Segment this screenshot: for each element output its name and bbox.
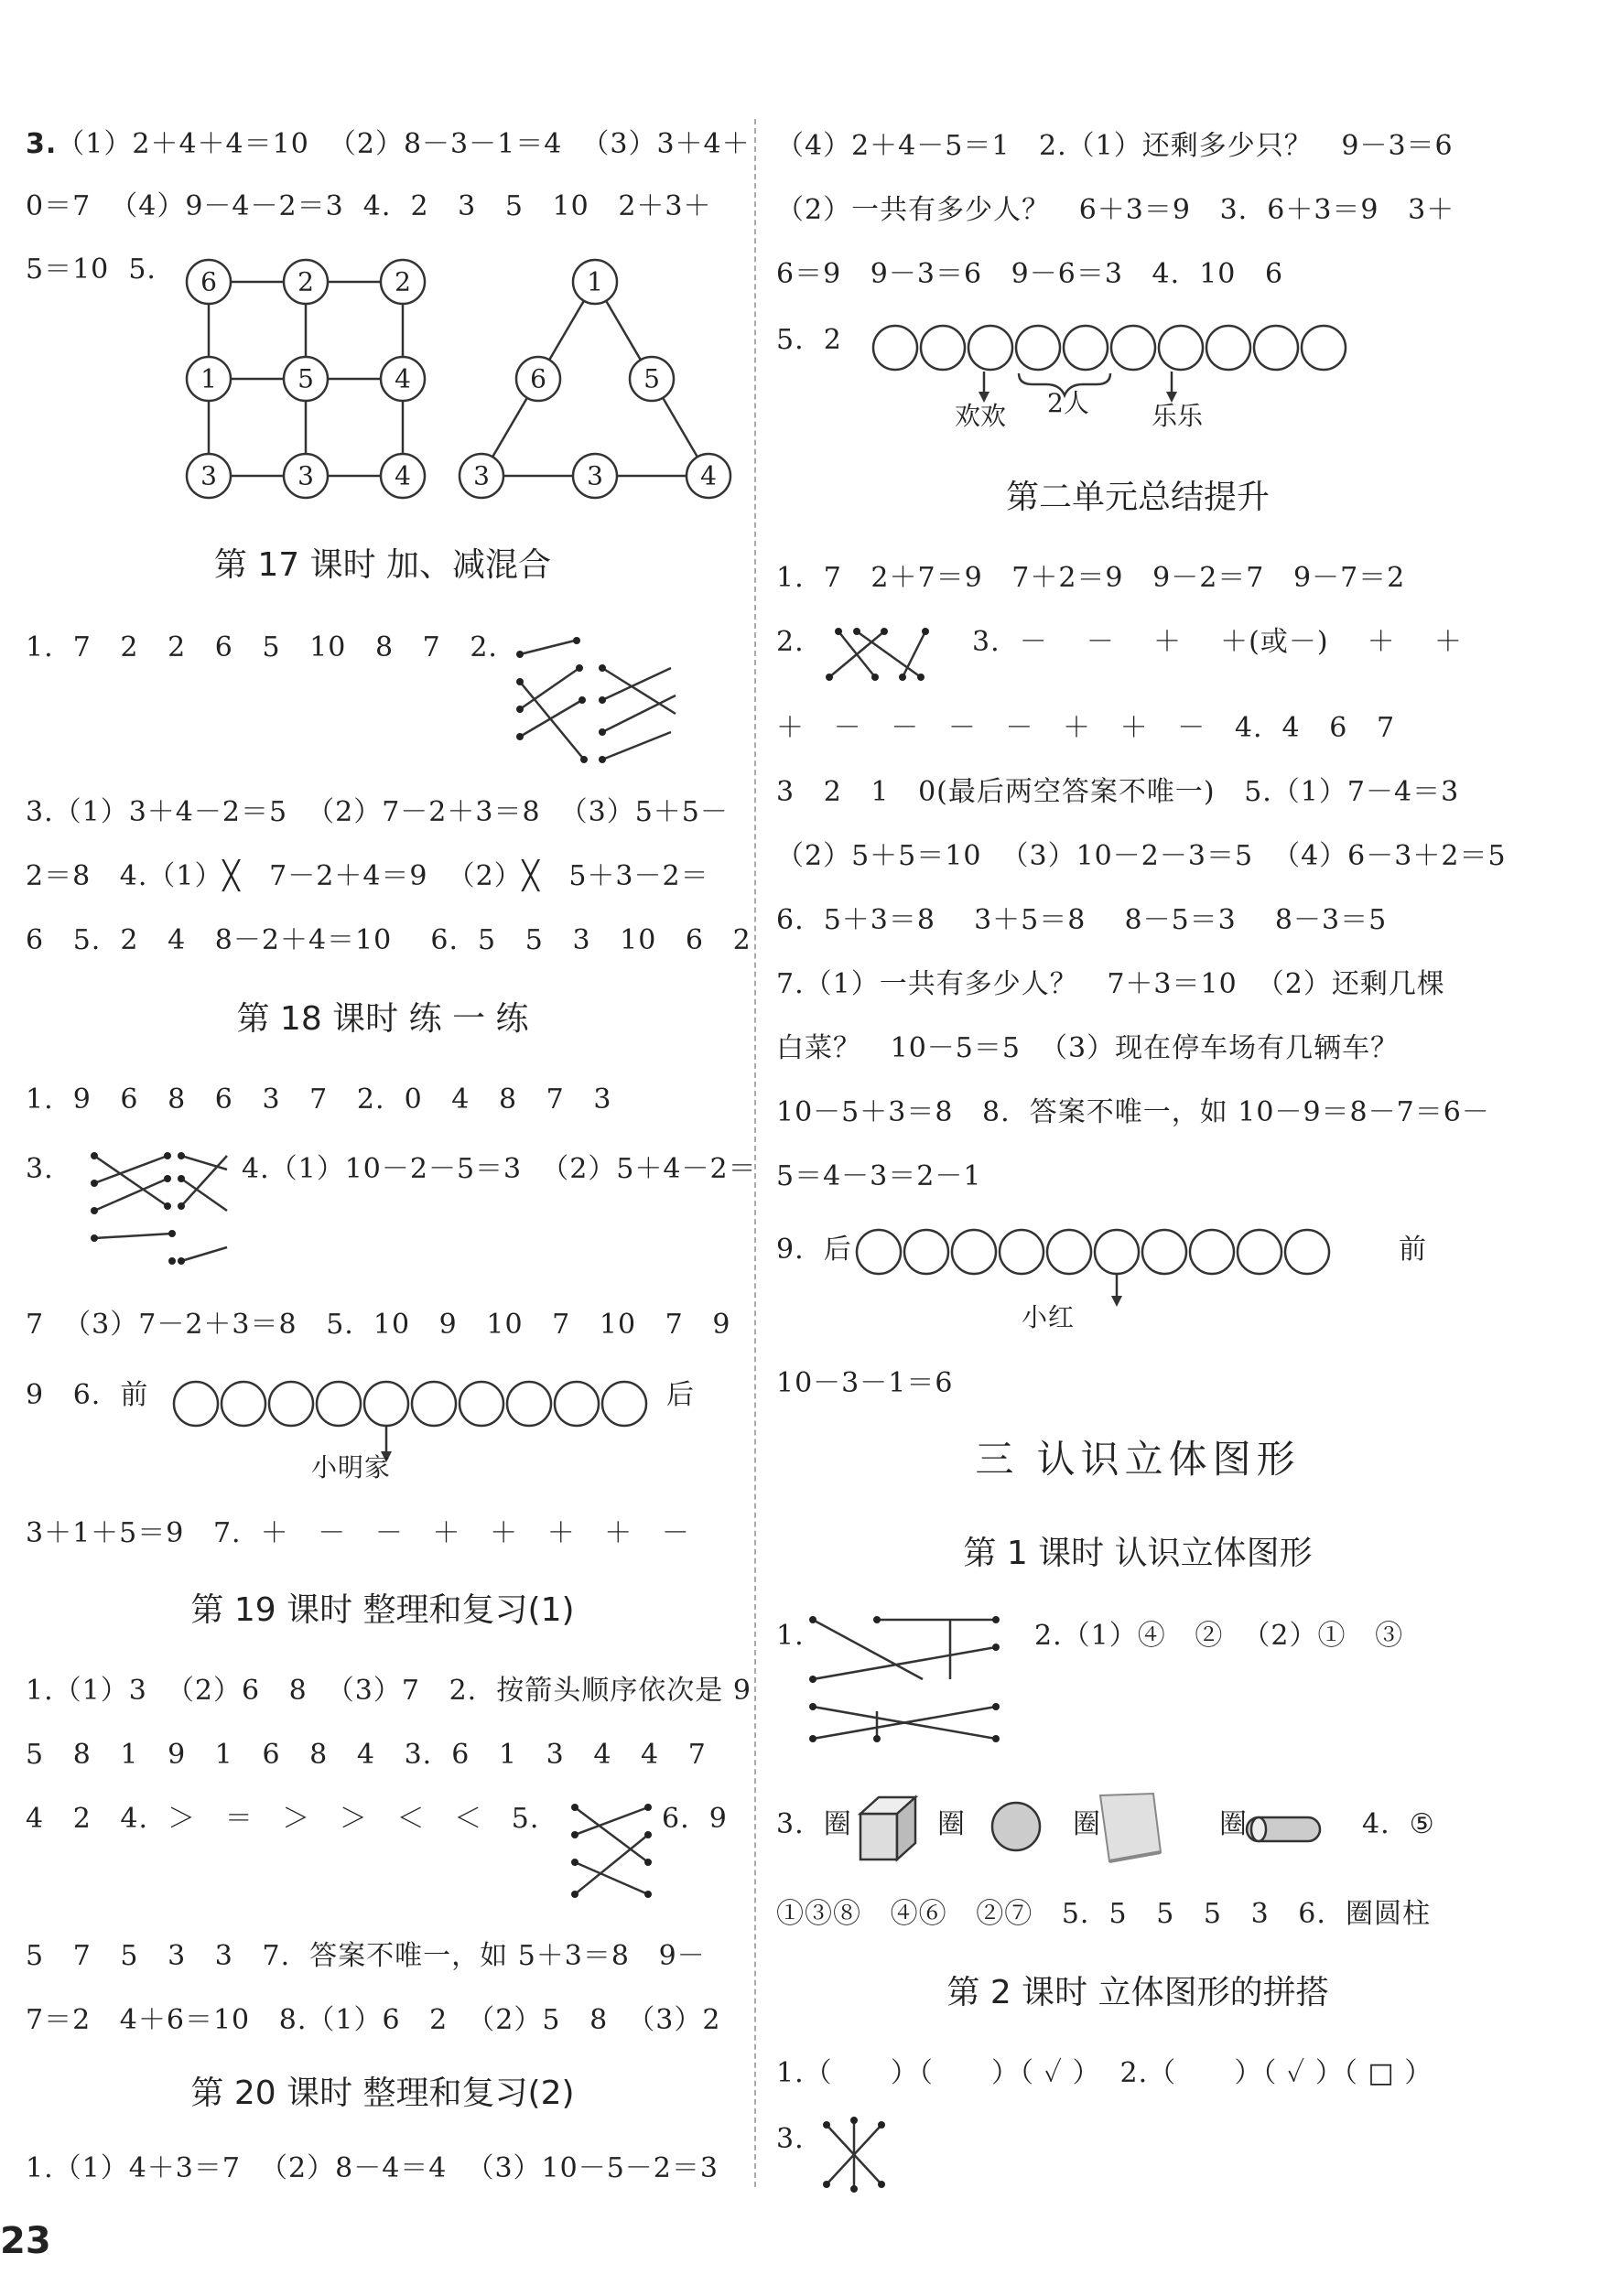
queue-circle: [1206, 326, 1250, 370]
queue-circles-diagram-q9: [851, 1223, 1364, 1332]
svg-text:2: 2: [297, 266, 314, 297]
text-line: 10－3－1＝6: [776, 1367, 954, 1399]
number-triangle-diagram: [456, 254, 730, 520]
queue-circle: [555, 1382, 599, 1426]
text-line: 4. ⑤: [1362, 1808, 1435, 1840]
text-line: 圈: [937, 1808, 966, 1840]
text-line: 2.（1）④ ② （2）① ③: [1034, 1620, 1404, 1652]
text-line: 1. 7 2＋7＝9 7＋2＝9 9－2＝7 9－7＝2: [776, 562, 1406, 594]
text-line: 1. 7 2 2 6 5 10 8 7 2.: [26, 631, 498, 663]
cube-icon: [860, 1797, 915, 1859]
text-line: （4）2＋4－5＝1 2.（1）还剩多少只？ 9－3＝6: [776, 130, 1454, 162]
text-line: 2.: [776, 626, 805, 658]
text-line: 3.（1）3＋4－2＝5 （2）7－2＋3＝8 （3）5＋5－: [26, 796, 729, 828]
text-line: ＋ － － － － ＋ ＋ － 4. 4 6 7: [776, 712, 1396, 744]
svg-text:5: 5: [643, 363, 660, 394]
arrow-label: 小红: [1022, 1302, 1076, 1332]
arrow-label: 小明家: [311, 1452, 392, 1482]
queue-circle: [1064, 326, 1108, 370]
text-line: 5＝10 5.: [26, 253, 157, 286]
text-line: 7＝2 4＋6＝10 8.（1）6 2 （2）5 8 （3）2: [26, 2004, 721, 2036]
svg-text:3: 3: [297, 460, 314, 491]
text-line: 5 8 1 9 1 6 8 4 3. 6 1 3 4 4 7: [26, 1739, 707, 1771]
text-line: 4 2 4. ＞ ＝ ＞ ＞ ＜ ＜ 5.: [26, 1803, 540, 1835]
matching-lines-diagram: [804, 1611, 1014, 1748]
text-line: 6 5. 2 4 8－2＋4＝10 6. 5 5 3 10 6 2: [26, 924, 752, 956]
queue-circle: [873, 326, 917, 370]
grid-node: [187, 357, 231, 401]
text-line: 1.（1）4＋3＝7 （2）8－4＝4 （3）10－5－2＝3: [26, 2152, 719, 2184]
svg-text:4: 4: [395, 363, 411, 394]
queue-circle: [460, 1382, 503, 1426]
right-column: [776, 0, 1507, 2296]
svg-text:4: 4: [395, 460, 411, 491]
text-line: 5. 2: [776, 324, 842, 356]
text-line: 3. 圈: [776, 1808, 852, 1840]
text-line: 7 （3）7－2＋3＝8 5. 10 9 10 7 10 7 9: [26, 1309, 731, 1341]
svg-text:乐乐: 乐乐: [1152, 401, 1204, 431]
svg-text:5: 5: [297, 363, 314, 394]
grid-node: [187, 260, 231, 304]
text-line: （2）5＋5＝10 （3）10－2－3＝5 （4）6－3＋2＝5: [776, 840, 1507, 872]
svg-text:3: 3: [473, 460, 490, 491]
text-line: 6. 5＋3＝8 3＋5＝8 8－5＝3 8－3＝5: [776, 904, 1388, 936]
queue-circle: [904, 1230, 948, 1274]
matching-lines-diagram: [502, 631, 685, 769]
text-line: 圈: [1073, 1808, 1101, 1840]
text-line: 7.（1）一共有多少人？ 7＋3＝10 （2）还剩几棵: [776, 968, 1445, 1000]
queue-circle: [364, 1382, 408, 1426]
queue-circles-diagram: [168, 1369, 681, 1488]
section-heading-unit2: 第二单元总结提升: [1005, 479, 1270, 516]
triangle-node: [687, 454, 730, 498]
triangle-node: [460, 454, 503, 498]
queue-circle: [222, 1382, 265, 1426]
triangle-node: [630, 357, 674, 401]
section-heading-3-1: 第 1 课时 认识立体图形: [963, 1535, 1313, 1572]
grid-node: [284, 260, 328, 304]
text-line: 0＝7 （4）9－4－2＝3 4. 2 3 5 10 2＋3＋: [26, 190, 712, 222]
triangle-node: [573, 260, 617, 304]
grid-node: [284, 357, 328, 401]
text-line: 3.: [26, 1153, 54, 1185]
svg-text:4: 4: [700, 460, 717, 491]
svg-text:1: 1: [200, 363, 217, 394]
queue-circle: [857, 1230, 901, 1274]
queue-circle: [174, 1382, 218, 1426]
queue-circle: [1159, 326, 1203, 370]
text-line: （2）一共有多少人？ 6＋3＝9 3. 6＋3＝9 3＋: [776, 194, 1455, 226]
text-line: 6. 9: [662, 1803, 728, 1835]
text-line: 1.（ ）（ ）（ ✓ ） 2.（ ）（ ✓ ）（ □ ）: [776, 2057, 1433, 2089]
text-line: 3＋1＋5＝9 7. ＋ － － ＋ ＋ ＋ ＋ －: [26, 1517, 690, 1549]
text-line: 1.: [776, 1620, 805, 1652]
svg-text:6: 6: [530, 363, 546, 394]
queue-circle: [1095, 1230, 1139, 1274]
section-heading-20: 第 20 课时 整理和复习(2): [190, 2075, 575, 2112]
svg-text:2人: 2人: [1047, 388, 1089, 418]
text-line: 5 7 5 3 3 7. 答案不唯一，如 5＋3＝8 9－: [26, 1940, 706, 1972]
queue-circle: [952, 1230, 996, 1274]
unit-heading-3: 三 认识立体图形: [975, 1437, 1301, 1482]
text-line: 9. 后: [776, 1234, 852, 1266]
grid-node: [284, 454, 328, 498]
svg-text:3: 3: [200, 460, 217, 491]
queue-circle: [1190, 1230, 1234, 1274]
queue-circle: [1000, 1230, 1043, 1274]
matching-lines-diagram: [557, 1794, 666, 1913]
queue-circle: [921, 326, 965, 370]
book-icon: [1100, 1794, 1161, 1861]
text-line: 9 6. 前: [26, 1379, 149, 1411]
section-heading-19: 第 19 课时 整理和复习(1): [190, 1591, 575, 1629]
grid-node: [187, 454, 231, 498]
star-lines-diagram: [813, 2116, 895, 2198]
text-line: 1. 9 6 8 6 3 7 2. 0 4 8 7 3: [26, 1083, 612, 1116]
grid-node: [381, 357, 425, 401]
text-line: 2＝8 4.（1）╳ 7－2＋4＝9 （2）╳ 5＋3－2＝: [26, 860, 709, 892]
text-line: 1.（1）3 （2）6 8 （3）7 2. 按箭头顺序依次是 9: [26, 1675, 752, 1707]
sphere-icon: [992, 1803, 1040, 1850]
text-line: 3 2 1 0(最后两空答案不唯一) 5.（1）7－4＝3: [776, 776, 1460, 808]
grid-node: [381, 260, 425, 304]
queue-circle: [602, 1382, 646, 1426]
section-heading-17: 第 17 课时 加、减混合: [213, 546, 552, 584]
text-line: 5＝4－3＝2－1: [776, 1160, 982, 1192]
text-line: 10－5＋3＝8 8. 答案不唯一，如 10－9＝8－7＝6－: [776, 1096, 1490, 1128]
grid-node: [381, 454, 425, 498]
queue-circle: [1238, 1230, 1281, 1274]
queue-circle: [1111, 326, 1155, 370]
queue-circle: [507, 1382, 551, 1426]
matching-lines-diagram: [67, 1142, 250, 1279]
text-line: 3.: [776, 2123, 805, 2155]
section-heading-18: 第 18 课时 练 一 练: [236, 1000, 529, 1038]
svg-text:1: 1: [587, 266, 603, 297]
queue-circle: [317, 1382, 361, 1426]
queue-circle: [1302, 326, 1346, 370]
triangle-node: [573, 454, 617, 498]
queue-circle: [1047, 1230, 1091, 1274]
text-line: 6＝9 9－3＝6 9－6＝3 4. 10 6: [776, 258, 1284, 290]
text-line: 前: [1399, 1234, 1427, 1266]
queue-circle: [1254, 326, 1298, 370]
svg-text:3: 3: [587, 460, 603, 491]
svg-text:欢欢: 欢欢: [955, 401, 1007, 431]
queue-circle: [269, 1382, 313, 1426]
text-line: 3.（1）2＋4＋4＝10 （2）8－3－1＝4 （3）3＋4＋: [26, 128, 751, 160]
queue-circle: [1142, 1230, 1186, 1274]
section-heading-3-2: 第 2 课时 立体图形的拼搭: [946, 1974, 1329, 2011]
text-line: 圈: [1219, 1808, 1248, 1840]
queue-circle: [412, 1382, 456, 1426]
svg-text:2: 2: [395, 266, 411, 297]
matching-lines-diagram: [820, 622, 939, 686]
queue-circle: [1285, 1230, 1329, 1274]
text-line: 白菜？ 10－5＝5 （3）现在停车场有几辆车？: [776, 1032, 1400, 1064]
triangle-node: [516, 357, 560, 401]
cylinder-icon: [1247, 1817, 1320, 1841]
left-column: [26, 0, 757, 2296]
queue-circle: [968, 326, 1012, 370]
text-line: ①③⑧ ④⑥ ②⑦ 5. 5 5 5 3 6. 圈圆柱: [776, 1898, 1431, 1930]
page-number: 23: [0, 2220, 51, 2262]
svg-text:6: 6: [200, 266, 217, 297]
queue-circles-diagram-top: [868, 320, 1380, 439]
text-line: 3. － － ＋ ＋(或－) ＋ ＋: [972, 626, 1463, 658]
number-grid-diagram: [181, 254, 474, 520]
text-line: 后: [666, 1379, 695, 1411]
queue-circle: [1016, 326, 1060, 370]
text-line: 4.（1）10－2－5＝3 （2）5＋4－2＝: [242, 1153, 757, 1185]
